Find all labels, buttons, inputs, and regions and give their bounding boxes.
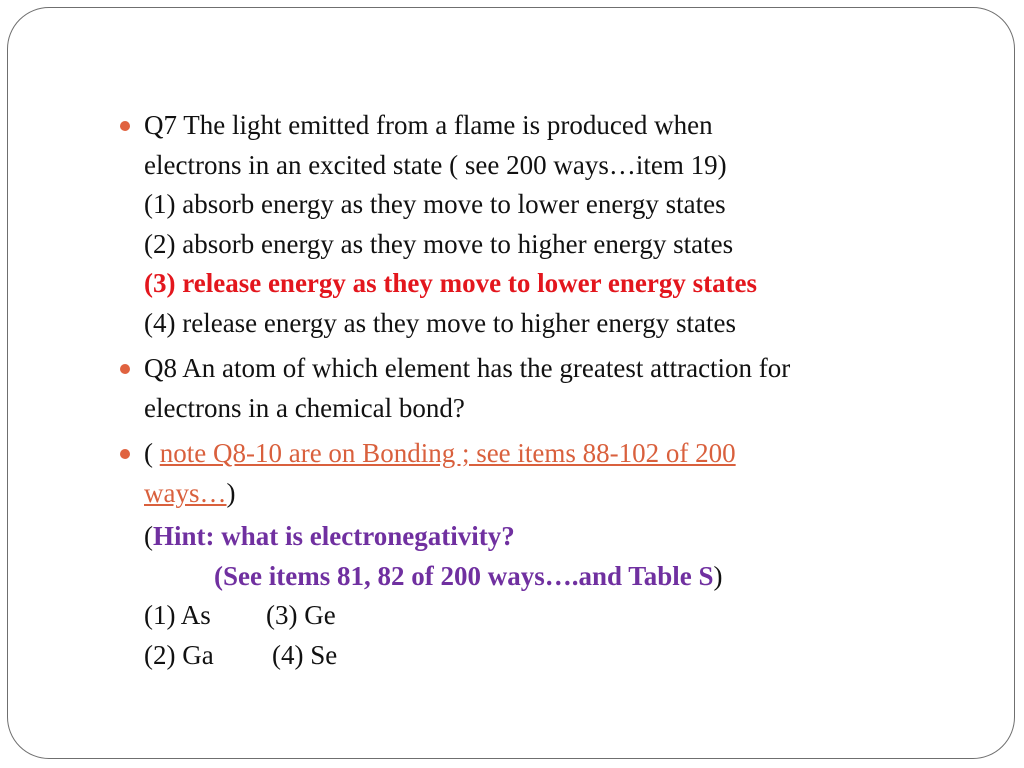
q7-question-line1: Q7 The light emitted from a flame is produced when — [144, 110, 713, 140]
see-items-text: (See items 81, 82 of 200 ways….and Table S — [214, 560, 714, 591]
hint-open-paren: ( — [144, 521, 153, 551]
bullet-dot-icon — [120, 449, 130, 459]
q7-option-2: (2) absorb energy as they move to higher energy states — [144, 228, 734, 259]
hint-line — [144, 517, 1000, 557]
q8-question-line1: Q8 An atom of which element has the greatest attraction for — [144, 353, 791, 383]
bullet-note — [120, 434, 1000, 675]
q7-option-3-correct: (3) release energy as they move to lower energy states — [144, 268, 758, 298]
q8-question-line2: electrons in a chemical bond? — [144, 392, 465, 423]
q8-option-2: (2) Ga — [144, 639, 214, 670]
q7-option-4: (4) release energy as they move to higher energy states — [144, 307, 737, 338]
q8-option-3: (3) Ge — [266, 600, 336, 630]
see-close-paren: ) — [713, 560, 723, 591]
see-line — [144, 557, 1000, 597]
bullet-dot-icon — [120, 364, 130, 374]
q8-options-row-2 — [144, 636, 1000, 676]
q8-option-1: (1) As — [144, 600, 211, 630]
bonding-link-part1[interactable]: note Q8-10 are on Bonding ; see items 88-102 of 200 — [159, 438, 736, 468]
note-line2 — [144, 474, 1000, 514]
note-line1 — [144, 434, 1000, 474]
q7-question-line2: electrons in an excited state ( see 200 ways…item 19) — [144, 149, 727, 180]
bonding-link-part2[interactable]: ways… — [144, 477, 227, 508]
q8-options-row-1 — [144, 596, 1000, 636]
note-close-paren: ) — [226, 477, 236, 508]
slide-content — [120, 106, 1000, 681]
q8-option-4: (4) Se — [272, 639, 338, 670]
q7-option-1: (1) absorb energy as they move to lower energy states — [144, 189, 726, 219]
note-open-paren: ( — [144, 438, 160, 468]
bullet-q8 — [120, 349, 1000, 428]
bullet-q7 — [120, 106, 1000, 343]
hint-text: Hint: what is electronegativity? — [153, 521, 515, 551]
bullet-dot-icon — [120, 121, 130, 131]
